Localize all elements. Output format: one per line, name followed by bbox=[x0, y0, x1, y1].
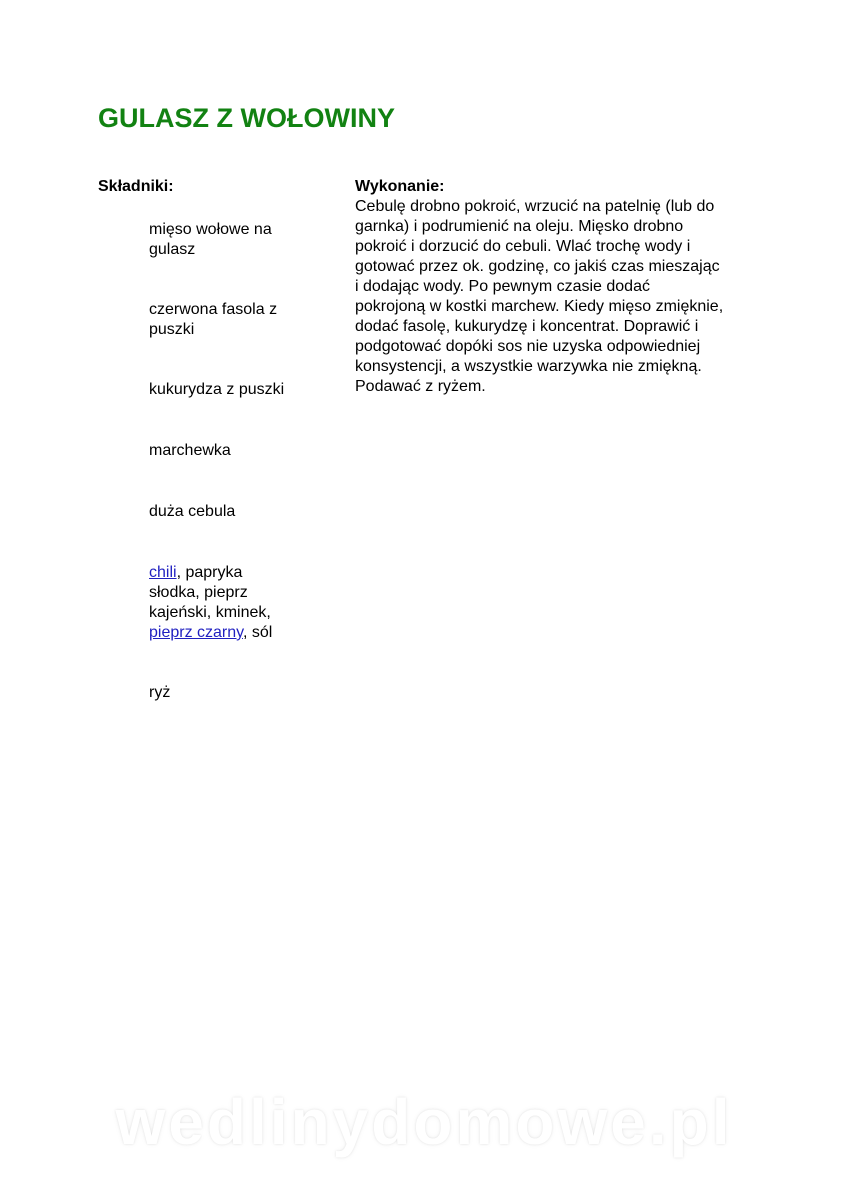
ingredient-spices bbox=[149, 563, 319, 643]
method-line: dodać fasolę, kukurydzę i koncentrat. Doprawić i bbox=[355, 318, 699, 335]
ingredient-onion bbox=[149, 502, 319, 522]
watermark: wedlinydomowe.pl bbox=[115, 1086, 733, 1158]
ingredient-line: marchewka bbox=[149, 442, 231, 459]
black-pepper-link[interactable]: pieprz czarny bbox=[149, 624, 243, 641]
ingredient-line: mięso wołowe na bbox=[149, 221, 272, 238]
method-line: garnka) i podrumienić na oleju. Mięsko drobno bbox=[355, 218, 684, 235]
ingredient-rice bbox=[149, 683, 319, 703]
method-line: konsystencji, a wszystkie warzywka nie zmiękną. bbox=[355, 358, 702, 375]
ingredient-text: , sól bbox=[242, 624, 273, 641]
method-line: pokroić i dorzucić do cebuli. Wlać trochę wody i bbox=[355, 238, 691, 255]
method-text bbox=[355, 197, 765, 397]
ingredient-line: czerwona fasola z bbox=[149, 301, 278, 318]
recipe-title: GULASZ Z WOŁOWINY bbox=[98, 103, 395, 133]
ingredient-corn bbox=[149, 380, 319, 400]
ingredient-line: kajeński, kminek, bbox=[149, 604, 271, 621]
ingredient-line: duża cebula bbox=[149, 503, 236, 520]
ingredient-beans bbox=[149, 300, 319, 340]
ingredient-line: ryż bbox=[149, 684, 171, 701]
method-line: gotować przez ok. godzinę, co jakiś czas mieszając bbox=[355, 258, 720, 275]
ingredients-heading: Składniki: bbox=[98, 178, 174, 195]
method-line: Cebulę drobno pokroić, wrzucić na patelnię (lub do bbox=[355, 198, 715, 215]
method-line: Podawać z ryżem. bbox=[355, 378, 486, 395]
method-line: podgotować dopóki sos nie uzyska odpowiedniej bbox=[355, 338, 701, 355]
ingredient-carrot bbox=[149, 441, 319, 461]
chili-link[interactable]: chili bbox=[149, 564, 177, 581]
method-heading: Wykonanie: bbox=[355, 178, 445, 195]
ingredient-line: słodka, pieprz bbox=[149, 584, 248, 601]
ingredient-line: kukurydza z puszki bbox=[149, 381, 285, 398]
ingredient-beef bbox=[149, 220, 319, 260]
ingredient-line: gulasz bbox=[149, 241, 196, 258]
method-line: pokrojoną w kostki marchew. Kiedy mięso zmięknie, bbox=[355, 298, 724, 315]
method-line: i dodając wody. Po pewnym czasie dodać bbox=[355, 278, 650, 295]
ingredient-text: , papryka bbox=[176, 564, 243, 581]
ingredient-line: puszki bbox=[149, 321, 195, 338]
